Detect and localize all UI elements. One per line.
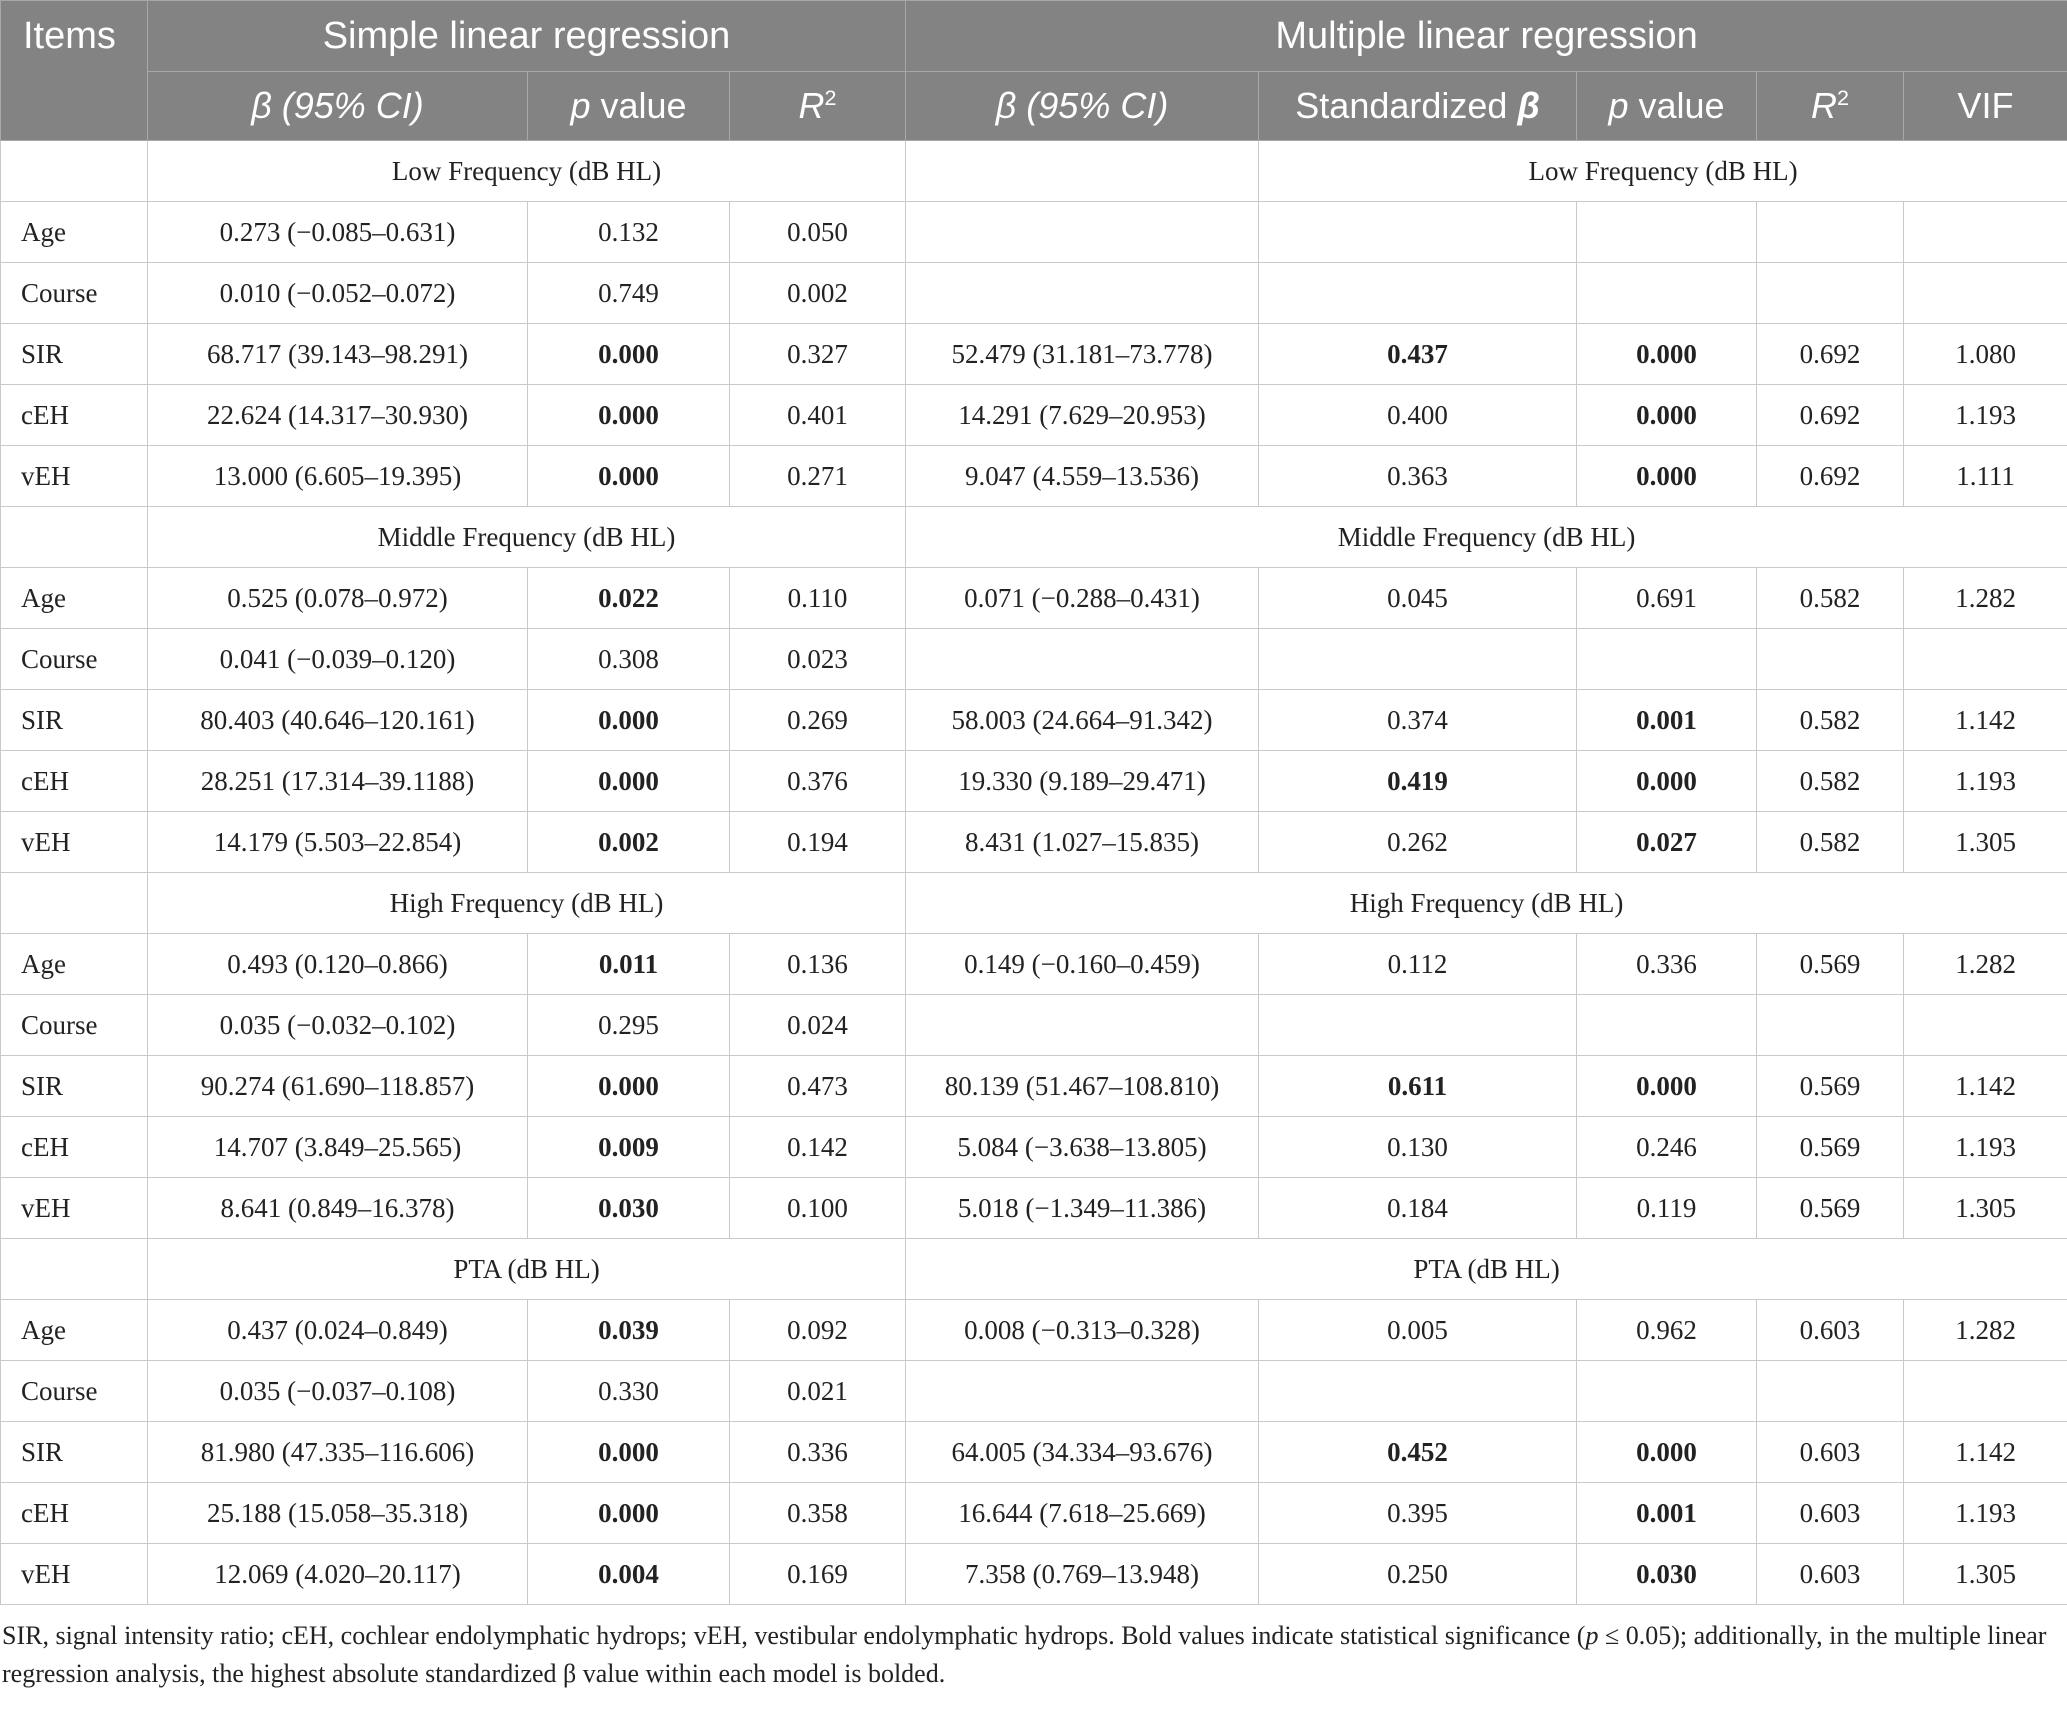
section-simple-label: High Frequency (dB HL) [148, 873, 906, 934]
simple-beta-ci: 22.624 (14.317–30.930) [148, 385, 528, 446]
multiple-standardized-beta: 0.395 [1259, 1483, 1577, 1544]
multiple-p-value: 0.000 [1577, 1422, 1757, 1483]
multiple-vif: 1.080 [1904, 324, 2067, 385]
simple-p-value: 0.000 [528, 324, 730, 385]
section-header-row [1, 873, 2067, 934]
multiple-beta-ci: 52.479 (31.181–73.778) [906, 324, 1259, 385]
table-row [1, 568, 2067, 629]
multiple-standardized-beta: 0.250 [1259, 1544, 1577, 1605]
table-row [1, 1361, 2067, 1422]
multiple-r2: 0.582 [1757, 690, 1904, 751]
simple-beta-ci: 0.035 (−0.037–0.108) [148, 1361, 528, 1422]
multiple-vif [1904, 995, 2067, 1056]
table-header [1, 1, 2067, 141]
section-empty-cell [1, 873, 148, 934]
simple-r2: 0.473 [730, 1056, 906, 1117]
simple-r2: 0.358 [730, 1483, 906, 1544]
table-row [1, 202, 2067, 263]
multiple-r2: 0.569 [1757, 1056, 1904, 1117]
row-item-label: vEH [1, 812, 148, 873]
simple-p-value: 0.002 [528, 812, 730, 873]
multiple-vif: 1.305 [1904, 1544, 2067, 1605]
multiple-p-value: 0.000 [1577, 1056, 1757, 1117]
section-simple-label: PTA (dB HL) [148, 1239, 906, 1300]
section-empty-cell [1, 507, 148, 568]
section-multiple-label: High Frequency (dB HL) [906, 873, 2067, 934]
multiple-standardized-beta: 0.184 [1259, 1178, 1577, 1239]
header-simple-p-value [528, 72, 730, 141]
simple-p-value: 0.330 [528, 1361, 730, 1422]
multiple-p-value: 0.000 [1577, 385, 1757, 446]
simple-beta-ci: 90.274 (61.690–118.857) [148, 1056, 528, 1117]
multiple-r2: 0.603 [1757, 1300, 1904, 1361]
header-multiple-beta-ci [906, 72, 1259, 141]
section-header-row [1, 507, 2067, 568]
multiple-beta-ci: 80.139 (51.467–108.810) [906, 1056, 1259, 1117]
multiple-beta-ci: 58.003 (24.664–91.342) [906, 690, 1259, 751]
multiple-beta-ci [906, 263, 1259, 324]
simple-beta-ci: 0.035 (−0.032–0.102) [148, 995, 528, 1056]
beta-ci-label: β (95% CI) [251, 85, 424, 126]
multiple-p-value: 0.027 [1577, 812, 1757, 873]
simple-beta-ci: 68.717 (39.143–98.291) [148, 324, 528, 385]
multiple-standardized-beta: 0.374 [1259, 690, 1577, 751]
multiple-r2: 0.692 [1757, 385, 1904, 446]
section-multiple-label: PTA (dB HL) [906, 1239, 2067, 1300]
multiple-r2 [1757, 263, 1904, 324]
multiple-standardized-beta: 0.262 [1259, 812, 1577, 873]
simple-p-value: 0.030 [528, 1178, 730, 1239]
simple-beta-ci: 12.069 (4.020–20.117) [148, 1544, 528, 1605]
multiple-standardized-beta: 0.452 [1259, 1422, 1577, 1483]
table-row [1, 1056, 2067, 1117]
simple-r2: 0.136 [730, 934, 906, 995]
simple-beta-ci: 80.403 (40.646–120.161) [148, 690, 528, 751]
multiple-standardized-beta: 0.112 [1259, 934, 1577, 995]
header-items: Items [1, 1, 148, 141]
r-letter: R [1811, 85, 1838, 126]
multiple-beta-ci: 0.008 (−0.313–0.328) [906, 1300, 1259, 1361]
multiple-r2: 0.692 [1757, 324, 1904, 385]
multiple-vif: 1.142 [1904, 690, 2067, 751]
row-item-label: Course [1, 629, 148, 690]
table-row [1, 385, 2067, 446]
table-row [1, 324, 2067, 385]
section-empty-cell [1, 141, 148, 202]
multiple-beta-ci: 5.084 (−3.638–13.805) [906, 1117, 1259, 1178]
multiple-r2: 0.603 [1757, 1483, 1904, 1544]
multiple-standardized-beta: 0.419 [1259, 751, 1577, 812]
multiple-standardized-beta [1259, 1361, 1577, 1422]
multiple-p-value: 0.691 [1577, 568, 1757, 629]
simple-p-value: 0.000 [528, 1056, 730, 1117]
row-item-label: Course [1, 1361, 148, 1422]
header-multiple-std-beta [1259, 72, 1577, 141]
footnote-p-symbol: p [1585, 1621, 1599, 1650]
multiple-beta-ci: 0.149 (−0.160–0.459) [906, 934, 1259, 995]
simple-beta-ci: 14.179 (5.503–22.854) [148, 812, 528, 873]
header-simple-r2 [730, 72, 906, 141]
multiple-p-value: 0.336 [1577, 934, 1757, 995]
multiple-r2 [1757, 629, 1904, 690]
multiple-vif: 1.142 [1904, 1056, 2067, 1117]
row-item-label: Age [1, 568, 148, 629]
multiple-vif: 1.111 [1904, 446, 2067, 507]
simple-beta-ci: 0.041 (−0.039–0.120) [148, 629, 528, 690]
multiple-vif [1904, 629, 2067, 690]
row-item-label: Age [1, 1300, 148, 1361]
row-item-label: SIR [1, 1056, 148, 1117]
simple-beta-ci: 25.188 (15.058–35.318) [148, 1483, 528, 1544]
multiple-vif: 1.282 [1904, 934, 2067, 995]
std-word: Standardized [1295, 85, 1518, 126]
table-row [1, 995, 2067, 1056]
table-row [1, 1117, 2067, 1178]
multiple-p-value: 0.030 [1577, 1544, 1757, 1605]
simple-p-value: 0.295 [528, 995, 730, 1056]
simple-r2: 0.327 [730, 324, 906, 385]
multiple-p-value [1577, 1361, 1757, 1422]
simple-beta-ci: 81.980 (47.335–116.606) [148, 1422, 528, 1483]
multiple-p-value [1577, 202, 1757, 263]
table-footnote [0, 1605, 2067, 1693]
row-item-label: cEH [1, 1483, 148, 1544]
header-multiple-p-value [1577, 72, 1757, 141]
simple-p-value: 0.000 [528, 1483, 730, 1544]
multiple-standardized-beta [1259, 202, 1577, 263]
multiple-r2 [1757, 995, 1904, 1056]
table-row [1, 1544, 2067, 1605]
simple-beta-ci: 0.010 (−0.052–0.072) [148, 263, 528, 324]
section-multiple-label: Middle Frequency (dB HL) [906, 507, 2067, 568]
simple-beta-ci: 28.251 (17.314–39.1188) [148, 751, 528, 812]
multiple-r2: 0.692 [1757, 446, 1904, 507]
simple-beta-ci: 0.525 (0.078–0.972) [148, 568, 528, 629]
simple-r2: 0.023 [730, 629, 906, 690]
section-empty-cell [1, 1239, 148, 1300]
multiple-vif: 1.282 [1904, 1300, 2067, 1361]
simple-p-value: 0.132 [528, 202, 730, 263]
multiple-p-value: 0.001 [1577, 690, 1757, 751]
multiple-beta-ci: 5.018 (−1.349–11.386) [906, 1178, 1259, 1239]
multiple-r2: 0.582 [1757, 568, 1904, 629]
simple-p-value: 0.308 [528, 629, 730, 690]
simple-beta-ci: 8.641 (0.849–16.378) [148, 1178, 528, 1239]
row-item-label: cEH [1, 751, 148, 812]
p-letter: p [1608, 85, 1629, 126]
multiple-beta-ci [906, 202, 1259, 263]
simple-p-value: 0.004 [528, 1544, 730, 1605]
multiple-standardized-beta: 0.130 [1259, 1117, 1577, 1178]
multiple-p-value: 0.962 [1577, 1300, 1757, 1361]
simple-p-value: 0.011 [528, 934, 730, 995]
simple-r2: 0.002 [730, 263, 906, 324]
multiple-p-value: 0.000 [1577, 324, 1757, 385]
table-row [1, 263, 2067, 324]
simple-beta-ci: 0.493 (0.120–0.866) [148, 934, 528, 995]
multiple-vif: 1.193 [1904, 1117, 2067, 1178]
simple-p-value: 0.009 [528, 1117, 730, 1178]
std-beta-symbol: β [1517, 85, 1540, 126]
beta-ci-label: β (95% CI) [995, 85, 1169, 126]
section-empty-cell [906, 141, 1259, 202]
multiple-r2: 0.582 [1757, 751, 1904, 812]
multiple-vif: 1.305 [1904, 1178, 2067, 1239]
simple-r2: 0.050 [730, 202, 906, 263]
simple-r2: 0.271 [730, 446, 906, 507]
multiple-r2: 0.569 [1757, 1178, 1904, 1239]
multiple-r2: 0.603 [1757, 1544, 1904, 1605]
multiple-p-value: 0.000 [1577, 751, 1757, 812]
multiple-vif: 1.193 [1904, 1483, 2067, 1544]
multiple-p-value [1577, 263, 1757, 324]
simple-r2: 0.110 [730, 568, 906, 629]
r-letter: R [798, 85, 825, 126]
simple-r2: 0.021 [730, 1361, 906, 1422]
table-row [1, 1483, 2067, 1544]
row-item-label: vEH [1, 1178, 148, 1239]
multiple-beta-ci: 0.071 (−0.288–0.431) [906, 568, 1259, 629]
multiple-beta-ci [906, 1361, 1259, 1422]
multiple-vif: 1.305 [1904, 812, 2067, 873]
footnote-text-end: ≤ 0.05); additionally, in the multiple linear regression analysis, the highest absolute standardized β value within each model is bolded. [2, 1621, 2047, 1688]
table-row [1, 751, 2067, 812]
simple-r2: 0.194 [730, 812, 906, 873]
multiple-standardized-beta [1259, 629, 1577, 690]
multiple-beta-ci [906, 629, 1259, 690]
footnote-text-start: SIR, signal intensity ratio; cEH, cochlear endolymphatic hydrops; vEH, vestibular endolymphatic hydrops. Bold values indicate statistical significance ( [2, 1621, 1586, 1650]
multiple-vif [1904, 1361, 2067, 1422]
multiple-beta-ci: 9.047 (4.559–13.536) [906, 446, 1259, 507]
multiple-standardized-beta: 0.005 [1259, 1300, 1577, 1361]
multiple-standardized-beta [1259, 995, 1577, 1056]
simple-beta-ci: 0.437 (0.024–0.849) [148, 1300, 528, 1361]
multiple-p-value: 0.001 [1577, 1483, 1757, 1544]
row-item-label: Age [1, 934, 148, 995]
multiple-p-value: 0.119 [1577, 1178, 1757, 1239]
row-item-label: SIR [1, 1422, 148, 1483]
table-row [1, 934, 2067, 995]
multiple-standardized-beta [1259, 263, 1577, 324]
section-header-row [1, 141, 2067, 202]
row-item-label: Course [1, 995, 148, 1056]
multiple-r2: 0.569 [1757, 1117, 1904, 1178]
simple-p-value: 0.000 [528, 446, 730, 507]
table-row [1, 1422, 2067, 1483]
simple-r2: 0.100 [730, 1178, 906, 1239]
simple-p-value: 0.000 [528, 690, 730, 751]
simple-r2: 0.024 [730, 995, 906, 1056]
row-item-label: cEH [1, 1117, 148, 1178]
simple-beta-ci: 14.707 (3.849–25.565) [148, 1117, 528, 1178]
multiple-p-value [1577, 995, 1757, 1056]
simple-p-value: 0.000 [528, 751, 730, 812]
multiple-p-value: 0.246 [1577, 1117, 1757, 1178]
table-row [1, 812, 2067, 873]
multiple-r2 [1757, 1361, 1904, 1422]
multiple-beta-ci: 8.431 (1.027–15.835) [906, 812, 1259, 873]
row-item-label: vEH [1, 446, 148, 507]
multiple-beta-ci: 14.291 (7.629–20.953) [906, 385, 1259, 446]
multiple-r2: 0.569 [1757, 934, 1904, 995]
row-item-label: SIR [1, 690, 148, 751]
multiple-p-value [1577, 629, 1757, 690]
multiple-standardized-beta: 0.045 [1259, 568, 1577, 629]
multiple-standardized-beta: 0.363 [1259, 446, 1577, 507]
row-item-label: vEH [1, 1544, 148, 1605]
simple-p-value: 0.039 [528, 1300, 730, 1361]
section-simple-label: Middle Frequency (dB HL) [148, 507, 906, 568]
multiple-beta-ci [906, 995, 1259, 1056]
simple-p-value: 0.749 [528, 263, 730, 324]
simple-r2: 0.142 [730, 1117, 906, 1178]
simple-r2: 0.336 [730, 1422, 906, 1483]
multiple-r2: 0.603 [1757, 1422, 1904, 1483]
table-row [1, 1178, 2067, 1239]
simple-r2: 0.169 [730, 1544, 906, 1605]
section-header-row [1, 1239, 2067, 1300]
simple-p-value: 0.000 [528, 1422, 730, 1483]
multiple-standardized-beta: 0.437 [1259, 324, 1577, 385]
simple-r2: 0.401 [730, 385, 906, 446]
multiple-vif: 1.142 [1904, 1422, 2067, 1483]
header-multiple-regression: Multiple linear regression [906, 1, 2067, 72]
r-superscript: 2 [1837, 85, 1850, 110]
row-item-label: Course [1, 263, 148, 324]
multiple-standardized-beta: 0.611 [1259, 1056, 1577, 1117]
row-item-label: SIR [1, 324, 148, 385]
header-simple-beta-ci [148, 72, 528, 141]
row-item-label: cEH [1, 385, 148, 446]
header-multiple-r2 [1757, 72, 1904, 141]
simple-beta-ci: 0.273 (−0.085–0.631) [148, 202, 528, 263]
multiple-p-value: 0.000 [1577, 446, 1757, 507]
simple-p-value: 0.022 [528, 568, 730, 629]
multiple-beta-ci: 64.005 (34.334–93.676) [906, 1422, 1259, 1483]
multiple-vif: 1.282 [1904, 568, 2067, 629]
multiple-r2: 0.582 [1757, 812, 1904, 873]
multiple-beta-ci: 16.644 (7.618–25.669) [906, 1483, 1259, 1544]
table-row [1, 1300, 2067, 1361]
simple-r2: 0.376 [730, 751, 906, 812]
table-body [1, 141, 2067, 1605]
multiple-beta-ci: 19.330 (9.189–29.471) [906, 751, 1259, 812]
multiple-vif: 1.193 [1904, 385, 2067, 446]
multiple-vif: 1.193 [1904, 751, 2067, 812]
simple-r2: 0.269 [730, 690, 906, 751]
multiple-vif [1904, 202, 2067, 263]
header-simple-regression: Simple linear regression [148, 1, 906, 72]
row-item-label: Age [1, 202, 148, 263]
p-letter: p [570, 85, 591, 126]
simple-p-value: 0.000 [528, 385, 730, 446]
section-simple-label: Low Frequency (dB HL) [148, 141, 906, 202]
p-word: value [1628, 85, 1725, 126]
multiple-vif [1904, 263, 2067, 324]
p-word: value [590, 85, 687, 126]
simple-r2: 0.092 [730, 1300, 906, 1361]
table-row [1, 629, 2067, 690]
simple-beta-ci: 13.000 (6.605–19.395) [148, 446, 528, 507]
table-row [1, 690, 2067, 751]
table-row [1, 446, 2067, 507]
multiple-beta-ci: 7.358 (0.769–13.948) [906, 1544, 1259, 1605]
section-multiple-label: Low Frequency (dB HL) [1259, 141, 2067, 202]
multiple-standardized-beta: 0.400 [1259, 385, 1577, 446]
r-superscript: 2 [824, 85, 837, 110]
multiple-r2 [1757, 202, 1904, 263]
header-multiple-vif: VIF [1904, 72, 2067, 141]
